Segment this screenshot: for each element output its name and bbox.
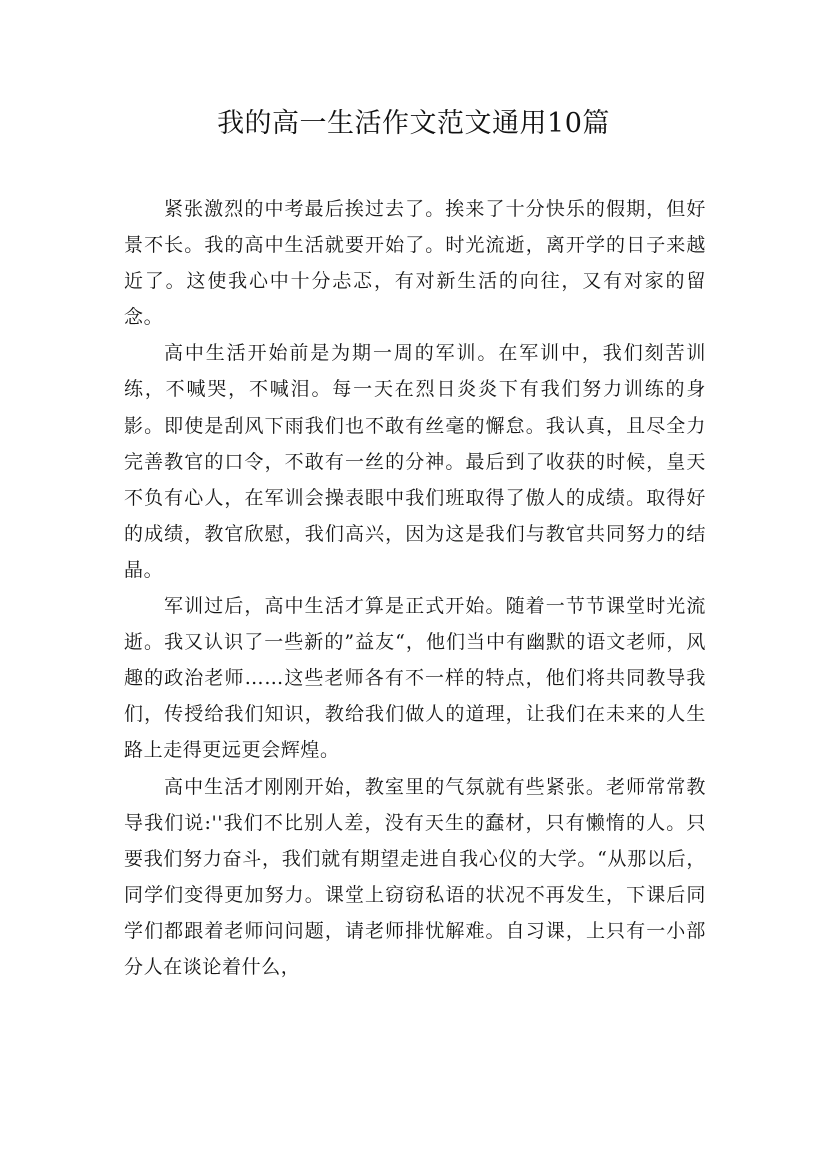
document-body bbox=[124, 191, 706, 985]
paragraph-4: 高中生活才刚刚开始，教室里的气氛就有些紧张。老师常常教导我们说:''我们不比别人差，没有天生的蠢材，只有懒惰的人。只要我们努力奋斗，我们就有期望走进自我心仪的大学。“从那以后，同学们变得更加努力。课堂上窃窃私语的状况不再发生，下课后同学们都跟着老师问问题，请老师排忧解难。自习课，上只有一小部分人在谈论着什么， bbox=[124, 775, 706, 978]
paragraph-1: 紧张激烈的中考最后挨过去了。挨来了十分快乐的假期，但好景不长。我的高中生活就要开始了。时光流逝，离开学的日子来越近了。这使我心中十分忐忑，有对新生活的向往，又有对家的留念。 bbox=[124, 198, 706, 329]
paragraph-2: 高中生活开始前是为期一周的军训。在军训中，我们刻苦训练，不喊哭，不喊泪。每一天在烈日炎炎下有我们努力训练的身影。即使是刮风下雨我们也不敢有丝毫的懈怠。我认真，且尽全力完善教官的口令，不敢有一丝的分神。最后到了收获的时候，皇天不负有心人，在军训会操表眼中我们班取得了傲人的成绩。取得好的成绩，教官欣慰，我们高兴，因为这是我们与教官共同努力的结晶。 bbox=[124, 342, 706, 581]
document-title: 我的高一生活作文范文通用10篇 bbox=[217, 108, 610, 139]
paragraph-3: 军训过后，高中生活才算是正式开始。随着一节节课堂时光流逝。我又认识了一些新的”益友“，他们当中有幽默的语文老师，风趣的政治老师……这些老师各有不一样的特点，他们将共同教导我们，传授给我们知识，教给我们做人的道理，让我们在未来的人生路上走得更远更会辉煌。 bbox=[124, 595, 706, 762]
